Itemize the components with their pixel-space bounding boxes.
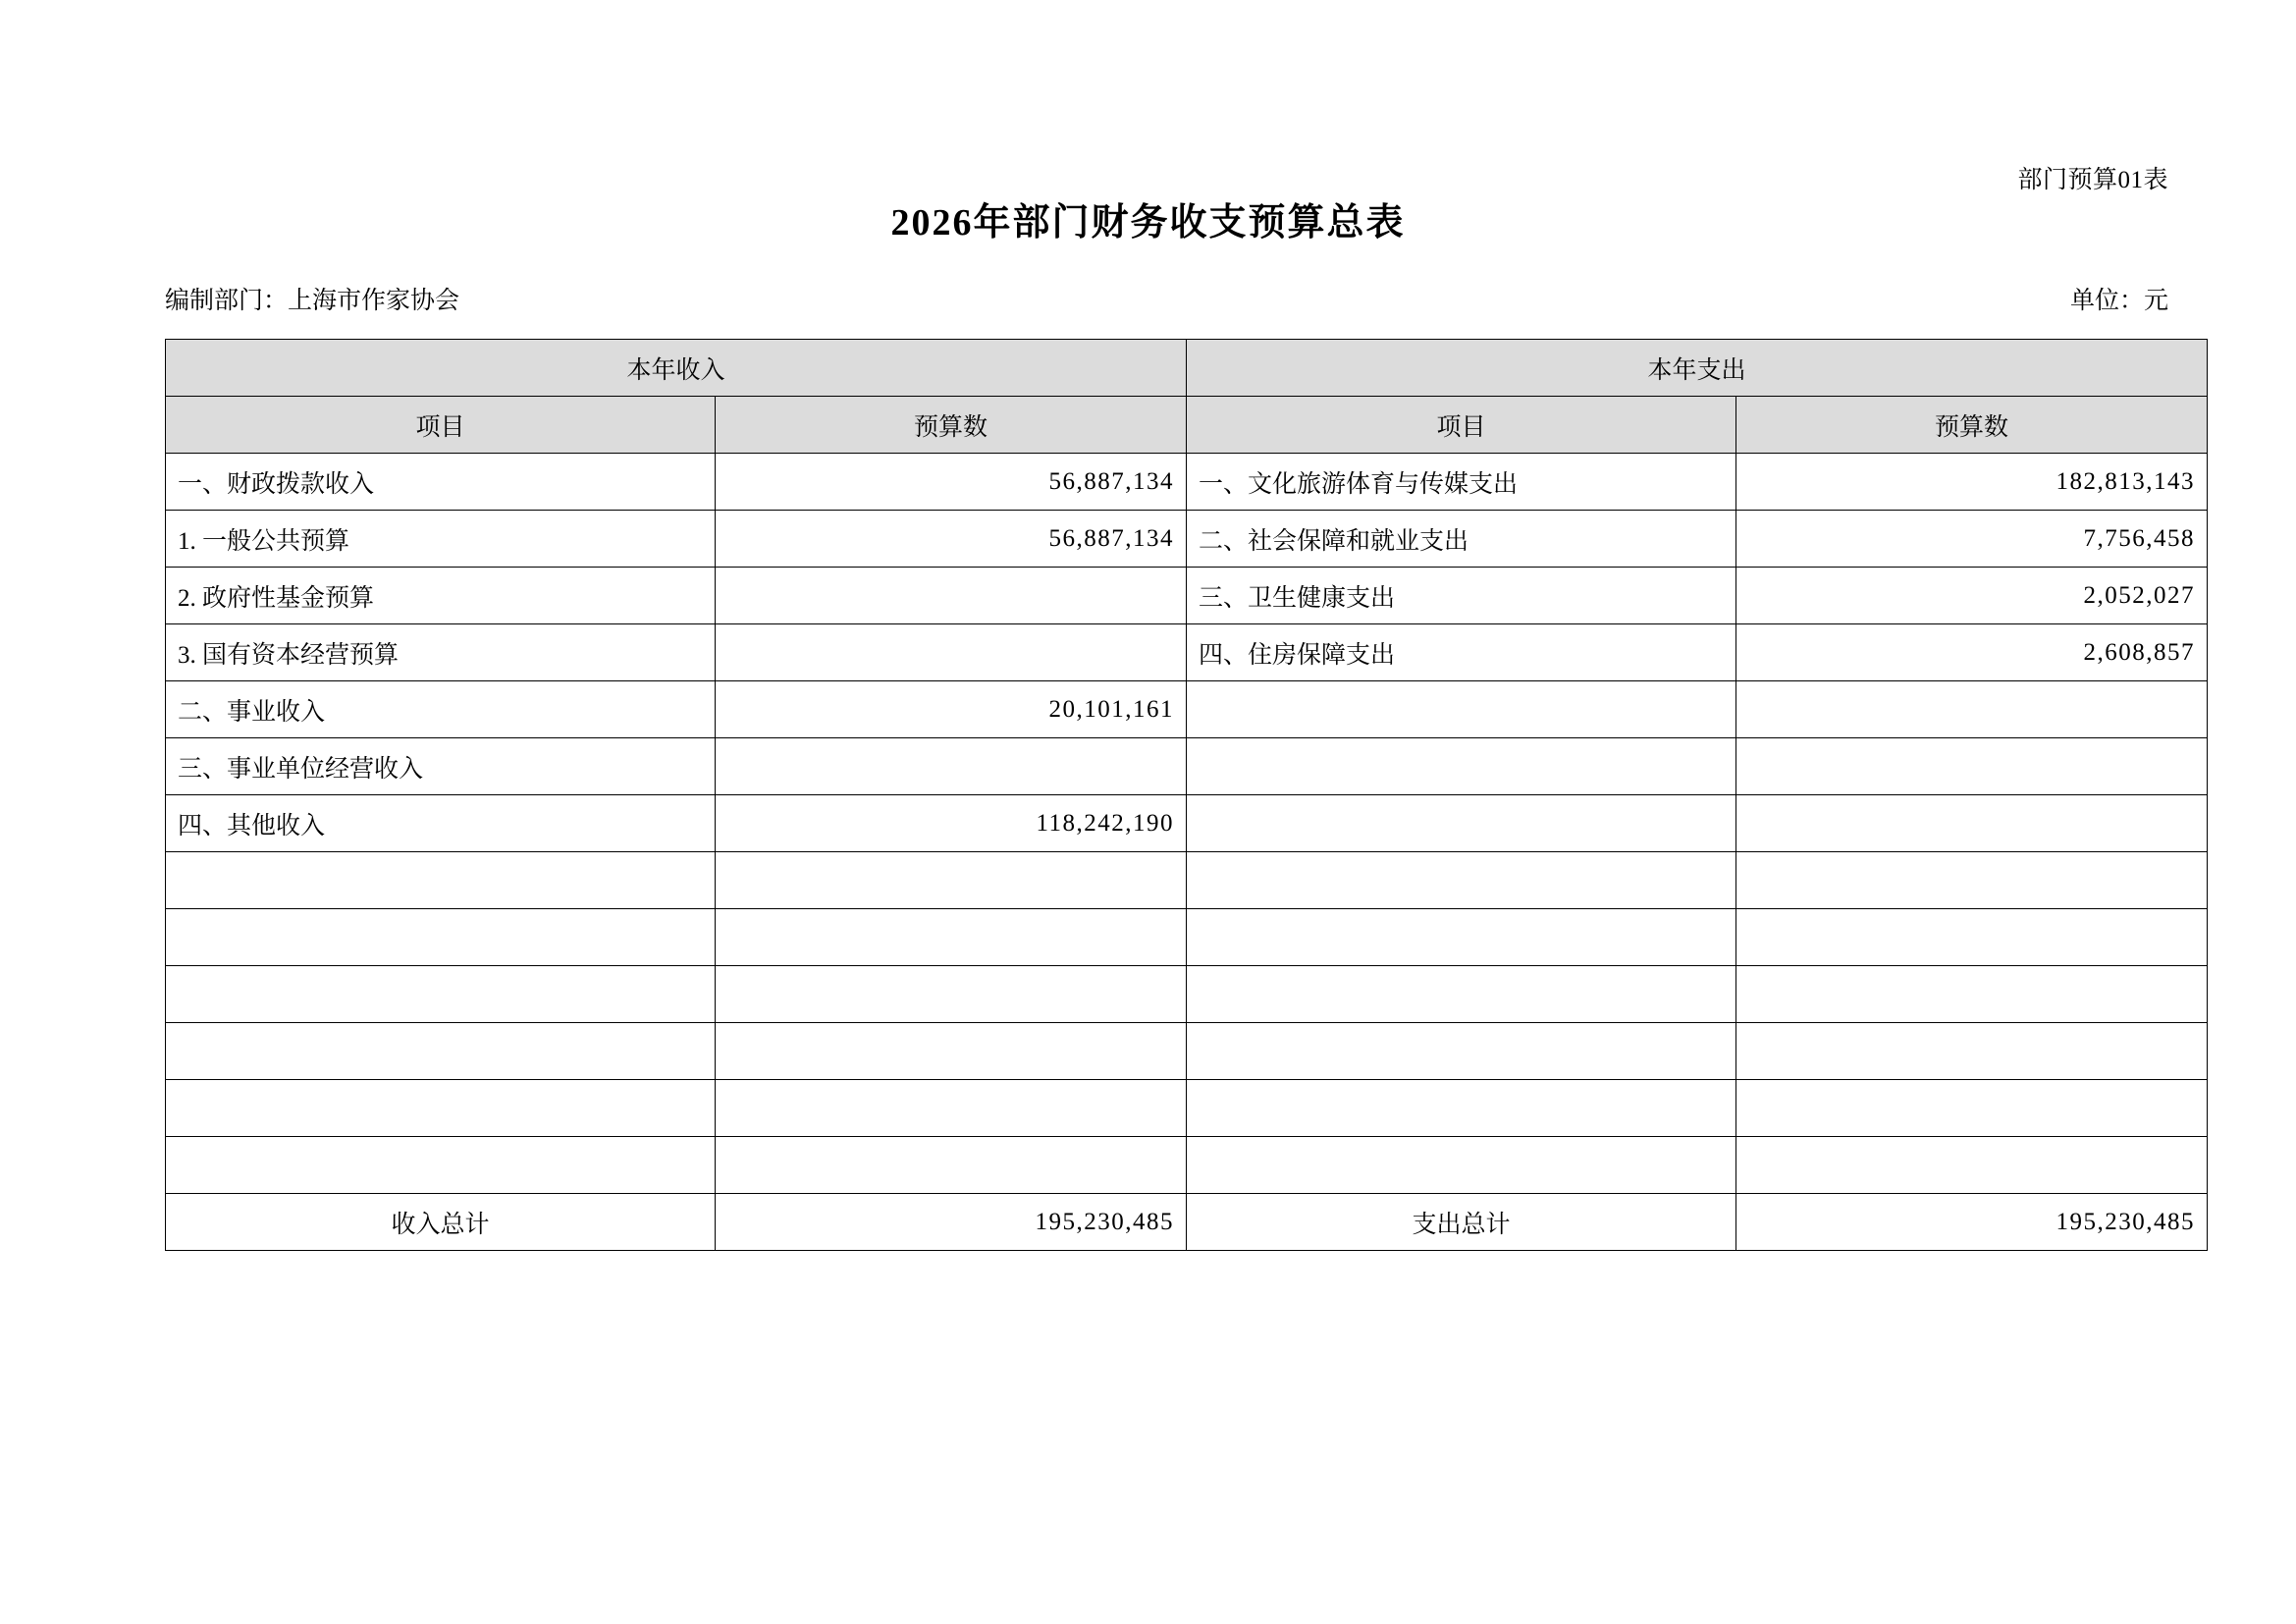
expenditure-amount: 7,756,458: [1736, 511, 2208, 568]
expenditure-amount: [1736, 738, 2208, 795]
expenditure-item: 三、卫生健康支出: [1187, 568, 1736, 624]
income-amount: 56,887,134: [716, 511, 1187, 568]
table-row: [166, 1023, 2208, 1080]
expenditure-item: [1187, 1080, 1736, 1137]
unit-label: 单位：元: [2069, 288, 2168, 314]
table-row: [166, 909, 2208, 966]
table-row: [166, 511, 2208, 568]
income-amount: [716, 568, 1187, 624]
income-amount: 20,101,161: [716, 681, 1187, 738]
table-row: [166, 1137, 2208, 1194]
income-item: 3. 国有资本经营预算: [166, 624, 716, 681]
expenditure-group-header: 本年支出: [1187, 340, 2208, 397]
table-head: [166, 340, 2208, 454]
expenditure-item: [1187, 1023, 1736, 1080]
income-amount: [716, 966, 1187, 1023]
income-item: [166, 1137, 716, 1194]
expenditure-item-header: 项目: [1187, 397, 1736, 454]
income-item: 三、事业单位经营收入: [166, 738, 716, 795]
expenditure-amount: [1736, 966, 2208, 1023]
expenditure-amount: [1736, 795, 2208, 852]
expenditure-item: [1187, 1137, 1736, 1194]
income-amount: 118,242,190: [716, 795, 1187, 852]
expenditure-item: [1187, 738, 1736, 795]
income-amount: [716, 738, 1187, 795]
income-item: [166, 1080, 716, 1137]
expenditure-item: 一、文化旅游体育与传媒支出: [1187, 454, 1736, 511]
income-item: [166, 909, 716, 966]
expenditure-amount: 2,608,857: [1736, 624, 2208, 681]
income-group-header: 本年收入: [166, 340, 1187, 397]
expenditure-amount: [1736, 1023, 2208, 1080]
table-group-header-row: [166, 340, 2208, 397]
expenditure-amount: [1736, 909, 2208, 966]
income-item: 2. 政府性基金预算: [166, 568, 716, 624]
income-amount-header: 预算数: [716, 397, 1187, 454]
expenditure-amount-header: 预算数: [1736, 397, 2208, 454]
page-title: 2026年部门财务收支预算总表: [890, 202, 1406, 244]
table-row: [166, 624, 2208, 681]
table-row: [166, 681, 2208, 738]
income-amount: [716, 1137, 1187, 1194]
table-row: [166, 1080, 2208, 1137]
expenditure-item: 四、住房保障支出: [1187, 624, 1736, 681]
income-amount: [716, 1023, 1187, 1080]
expenditure-amount: [1736, 1137, 2208, 1194]
expenditure-item: [1187, 966, 1736, 1023]
expenditure-item: 二、社会保障和就业支出: [1187, 511, 1736, 568]
income-amount: [716, 852, 1187, 909]
income-item-header: 项目: [166, 397, 716, 454]
expenditure-amount: [1736, 852, 2208, 909]
table-row: [166, 454, 2208, 511]
expenditure-item: [1187, 681, 1736, 738]
income-total-label: 收入总计: [166, 1194, 716, 1251]
table-row: [166, 852, 2208, 909]
income-item: 一、财政拨款收入: [166, 454, 716, 511]
income-item: [166, 1023, 716, 1080]
table-row: [166, 795, 2208, 852]
meta-row: [165, 281, 2168, 314]
income-amount: [716, 909, 1187, 966]
income-amount: [716, 1080, 1187, 1137]
income-item: 1. 一般公共预算: [166, 511, 716, 568]
expenditure-amount: 2,052,027: [1736, 568, 2208, 624]
department-label: 编制部门：上海市作家协会: [165, 288, 460, 314]
expenditure-item: [1187, 909, 1736, 966]
budget-table: [165, 339, 2208, 1251]
expenditure-total-label: 支出总计: [1187, 1194, 1736, 1251]
table-sub-header-row: [166, 397, 2208, 454]
income-item: 四、其他收入: [166, 795, 716, 852]
expenditure-amount: 182,813,143: [1736, 454, 2208, 511]
table-row: [166, 568, 2208, 624]
income-item: 二、事业收入: [166, 681, 716, 738]
table-row: [166, 966, 2208, 1023]
expenditure-amount: [1736, 681, 2208, 738]
expenditure-total-amount: 195,230,485: [1736, 1194, 2208, 1251]
table-body: [166, 454, 2208, 1251]
income-item: [166, 852, 716, 909]
expenditure-item: [1187, 852, 1736, 909]
expenditure-item: [1187, 795, 1736, 852]
form-code: 部门预算01表: [2017, 167, 2168, 193]
income-amount: [716, 624, 1187, 681]
income-total-amount: 195,230,485: [716, 1194, 1187, 1251]
income-item: [166, 966, 716, 1023]
expenditure-amount: [1736, 1080, 2208, 1137]
table-total-row: [166, 1194, 2208, 1251]
income-amount: 56,887,134: [716, 454, 1187, 511]
table-row: [166, 738, 2208, 795]
